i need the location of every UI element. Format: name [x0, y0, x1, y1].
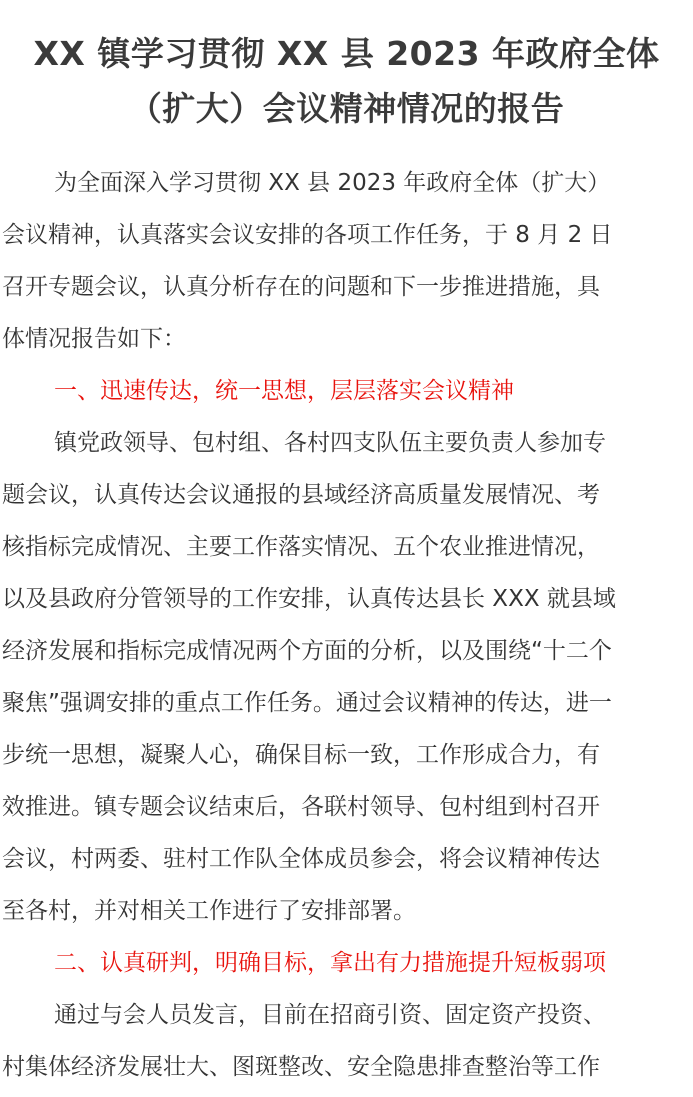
section-1-paragraph-line: 经济发展和指标完成情况两个方面的分析，以及围绕“十二个: [2, 638, 612, 664]
document-body: [2, 157, 692, 1093]
section-heading-1: 一、迅速传达，统一思想，层层落实会议精神: [54, 378, 514, 404]
intro-paragraph-line: 为全面深入学习贯彻 XX 县 2023 年政府全体（扩大）: [54, 170, 611, 196]
document-title: [0, 26, 693, 136]
section-2-paragraph-line: 通过与会人员发言，目前在招商引资、固定资产投资、: [54, 1002, 606, 1028]
section-1-paragraph-line: 效推进。镇专题会议结束后，各联村领导、包村组到村召开: [2, 794, 600, 820]
title-line-1: XX 镇学习贯彻 XX 县 2023 年政府全体: [33, 34, 660, 73]
section-1-paragraph-line: 题会议，认真传达会议通报的县域经济高质量发展情况、考: [2, 482, 600, 508]
section-1-paragraph-line: 聚焦”强调安排的重点工作任务。通过会议精神的传达，进一: [2, 690, 612, 716]
section-1-paragraph-line: 核指标完成情况、主要工作落实情况、五个农业推进情况，: [2, 534, 600, 560]
title-line-2: （扩大）会议精神情况的报告: [128, 89, 565, 128]
section-1-paragraph-line: 镇党政领导、包村组、各村四支队伍主要负责人参加专: [54, 430, 606, 456]
intro-paragraph-line: 召开专题会议，认真分析存在的问题和下一步推进措施，具: [2, 274, 600, 300]
intro-paragraph-line: 体情况报告如下：: [2, 326, 186, 352]
section-1-paragraph-line: 以及县政府分管领导的工作安排，认真传达县长 XXX 就县域: [2, 586, 616, 612]
section-1-paragraph-line: 步统一思想，凝聚人心，确保目标一致，工作形成合力，有: [2, 742, 600, 768]
intro-paragraph-line: 会议精神，认真落实会议安排的各项工作任务，于 8 月 2 日: [2, 222, 613, 248]
section-2-paragraph-line: 村集体经济发展壮大、图斑整改、安全隐患排查整治等工作: [2, 1054, 600, 1080]
section-1-paragraph-line: 会议，村两委、驻村工作队全体成员参会，将会议精神传达: [2, 846, 600, 872]
section-heading-2: 二、认真研判，明确目标，拿出有力措施提升短板弱项: [54, 950, 606, 976]
section-1-paragraph-line: 至各村，并对相关工作进行了安排部署。: [2, 898, 416, 924]
